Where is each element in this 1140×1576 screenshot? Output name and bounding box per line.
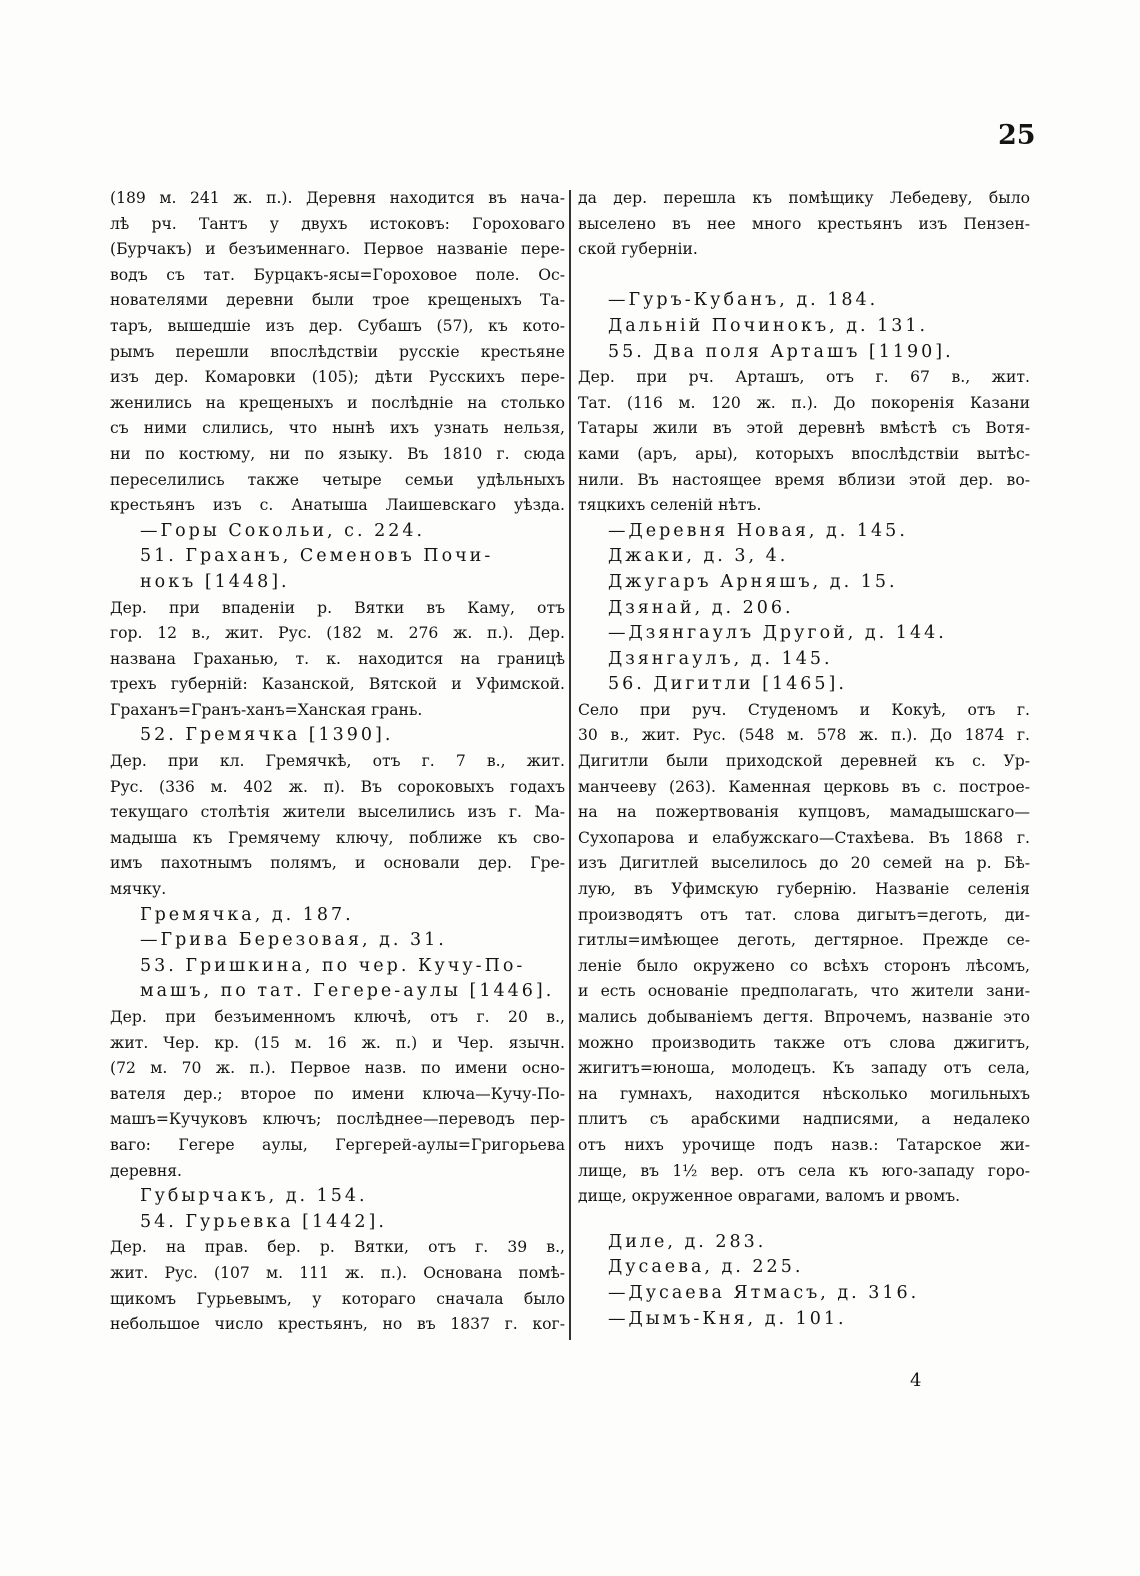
text-line: 30 в., жит. Рус. (548 м. 578 ж. п.). До 1874 г. [578, 726, 1030, 745]
text-line: лую, въ Уфимскую губернію. Названіе селенія [578, 880, 1030, 899]
text-line: (72 м. 70 ж. п.). Первое назв. по имени осно- [110, 1059, 565, 1078]
text-line: да дер. перешла къ помѣщику Лебедеву, было [578, 189, 1030, 207]
text-line: изъ дер. Комаровки (105); дѣти Русскихъ пере- [110, 368, 565, 387]
text-line [578, 263, 1030, 289]
text-line: и есть основаніе предполагать, что жители зани- [578, 982, 1030, 1001]
left-column [110, 186, 565, 1338]
text-line: дище, окруженное оврагами, валомъ и рвомъ. [578, 1187, 961, 1206]
text-line: трехъ губерній: Казанской, Вятской и Уфимской. [110, 675, 565, 694]
text-line: отъ нихъ урочище подъ назв.: Татарское жи- [578, 1135, 1030, 1154]
text-line: Дер. при впаденіи р. Вятки въ Каму, отъ [110, 598, 565, 617]
text-line: женились на крещеныхъ и послѣдніе на столько [110, 393, 565, 412]
text-line: небольшое число крестьянъ, но въ 1837 г. ког- [110, 1315, 565, 1334]
text-line: выселено въ нее много крестьянъ изъ Пензен- [578, 214, 1030, 233]
text-line: Дер. при безъименномъ ключѣ, отъ г. 20 в., [110, 1008, 565, 1026]
entry-heading: —Дусаева Ятмасъ, д. 316. [608, 1282, 920, 1303]
text-line: нователями деревни были трое крещеныхъ Та- [110, 291, 565, 310]
text-line: жит. Рус. (107 м. 111 ж. п.). Основана помѣ- [110, 1263, 565, 1282]
text-line: гор. 12 в., жит. Рус. (182 м. 276 ж. п.). Дер. [110, 624, 565, 643]
text-line: съ ними слились, что нынѣ ихъ узнать нельзя, [110, 419, 565, 438]
text-line: можно производить также отъ слова джигитъ, [578, 1033, 1030, 1052]
text-line: ской губерніи. [578, 240, 698, 259]
text-line: плитъ съ арабскими надписями, а недалеко [578, 1110, 1030, 1129]
text-line: мадыша къ Гремячему ключу, поближе къ сво- [110, 828, 565, 847]
entry-heading: 52. Гремячка [1390]. [140, 725, 394, 746]
text-line: переселились также четыре семьи удѣльныхъ [110, 470, 565, 489]
page-number: 25 [998, 120, 1036, 151]
text-line: деревня. [110, 1161, 183, 1180]
text-line: Дер. при кл. Гремячкѣ, отъ г. 7 в., жит. [110, 752, 565, 771]
entry-heading: —Горы Сокольи, с. 224. [140, 520, 426, 541]
text-line: на гумнахъ, находится нѣсколько могильныхъ [578, 1084, 1030, 1103]
text-line: жит. Чер. кр. (15 м. 16 ж. п.) и Чер. язычн. [110, 1033, 565, 1052]
text-line: производятъ отъ тат. слова дигытъ=деготь, ди- [578, 905, 1030, 924]
text-line: щикомъ Гурьевымъ, у котораго сначала было [110, 1289, 565, 1308]
text-line: ками (аръ, ары), которыхъ впослѣдствіи вытѣс- [578, 444, 1030, 463]
entry-heading: 51. Граханъ, Семеновъ Почи- [140, 546, 494, 567]
text-line: жигитъ=юноша, молодецъ. Къ западу отъ села, [578, 1059, 1030, 1078]
text-line: таръ, вышедшіе изъ дер. Субашъ (57), къ кото- [110, 316, 565, 335]
entry-heading: —Дзянгаулъ Другой, д. 144. [608, 623, 947, 644]
entry-heading: Дальній Починокъ, д. 131. [608, 315, 929, 336]
entry-heading: 53. Гришкина, по чер. Кучу-По- [140, 955, 526, 976]
text-line: леніе было окружено со всѣхъ сторонъ лѣсомъ, [578, 956, 1030, 975]
text-line: Сухопарова и елабужскаго—Стахѣева. Въ 1868 г. [578, 828, 1030, 847]
text-line: вателя дер.; второе по имени ключа—Кучу-По- [110, 1084, 565, 1103]
text-line: Рус. (336 м. 402 ж. п). Въ сороковыхъ годахъ [110, 777, 565, 796]
text-line: тяцкихъ селеній нѣтъ. [578, 496, 762, 515]
entry-heading: Дзянгаулъ, д. 145. [608, 648, 833, 669]
text-line: водъ съ тат. Бурцакъ-ясы=Гороховое поле. Ос- [110, 265, 565, 284]
text-line: (189 м. 241 ж. п.). Деревня находится въ нача- [110, 189, 565, 207]
entry-heading: 54. Гурьевка [1442]. [140, 1211, 387, 1232]
entry-heading: —Гуръ-Кубанъ, д. 184. [608, 290, 879, 311]
text-line: Татары жили въ этой деревнѣ вмѣстѣ съ Вотя- [578, 419, 1030, 438]
text-line: лѣ рч. Тантъ у двухъ истоковъ: Гороховаго [110, 214, 565, 233]
signature-mark: 4 [910, 1370, 922, 1391]
text-line: Дер. при рч. Арташъ, отъ г. 67 в., жит. [578, 368, 1030, 387]
entry-heading: —Деревня Новая, д. 145. [608, 520, 908, 541]
text-line: крестьянъ изъ с. Анатыша Лаишевскаго уѣзда. [110, 496, 565, 515]
text-line: манчееву (263). Каменная церковь въ с. построе- [578, 777, 1030, 796]
text-line: гитлы=имѣющее деготь, дегтярное. Прежде се- [578, 931, 1030, 950]
entry-heading: Дусаева, д. 225. [608, 1257, 804, 1278]
text-line: мячку. [110, 880, 167, 899]
entry-heading: Джаки, д. 3, 4. [608, 546, 789, 567]
text-line: Граханъ=Гранъ-ханъ=Ханская грань. [110, 700, 423, 719]
entry-heading: Губырчакъ, д. 154. [140, 1186, 368, 1207]
right-column [578, 186, 1030, 1332]
entry-heading: нокъ [1448]. [140, 571, 290, 592]
entry-heading: —Дымъ-Кня, д. 101. [608, 1308, 847, 1329]
entry-heading: Диле, д. 283. [608, 1231, 767, 1252]
text-line: лище, въ 1½ вер. отъ села къ юго-западу горо- [578, 1161, 1030, 1180]
text-line: ваго: Гегере аулы, Гергерей-аулы=Григорьева [110, 1135, 565, 1154]
entry-heading: машъ, по тат. Гегере-аулы [1446]. [140, 981, 555, 1002]
text-line: рымъ перешли впослѣдствіи русскіе крестьяне [110, 342, 565, 361]
text-line: имъ пахотнымъ полямъ, и основали дер. Гре- [110, 854, 565, 873]
text-line: названа Граханью, т. к. находится на границѣ [110, 649, 565, 668]
text-line: на на пожертвованія купцовъ, мамадышскаго— [578, 803, 1030, 822]
text-line: текущаго столѣтія жители выселились изъ г. Ма- [110, 803, 565, 822]
text-line: (Бурчакъ) и безъименнаго. Первое названіе пере- [110, 240, 565, 259]
text-line: Село при руч. Студеномъ и Кокуѣ, отъ г. [578, 700, 1030, 719]
column-divider [569, 190, 571, 1340]
spacer [578, 1210, 1030, 1230]
text-line: машъ=Кучуковъ ключъ; послѣднее—переводъ пер- [110, 1110, 565, 1129]
entry-heading: —Грива Березовая, д. 31. [140, 930, 447, 951]
entry-heading: Гремячка, д. 187. [140, 904, 354, 925]
text-line: Дер. на прав. бер. р. Вятки, отъ г. 39 в., [110, 1238, 565, 1257]
text-line: Тат. (116 м. 120 ж. п.). До покоренія Казани [578, 393, 1030, 412]
text-line: Дигитли были приходской деревней къ с. Ур- [578, 752, 1030, 771]
text-line: нили. Въ настоящее время вблизи этой дер. во- [578, 470, 1030, 489]
entry-heading: Джугаръ Арняшъ, д. 15. [608, 571, 898, 592]
text-line: ни по костюму, ни по языку. Въ 1810 г. сюда [110, 444, 565, 463]
text-line: мались добываніемъ дегтя. Впрочемъ, названіе это [578, 1008, 1030, 1026]
entry-heading: 56. Дигитли [1465]. [608, 674, 847, 695]
entry-heading: Дзянай, д. 206. [608, 597, 794, 618]
entry-heading: 55. Два поля Арташъ [1190]. [608, 341, 954, 362]
text-line: изъ Дигитлей выселилось до 20 семей на р. Бѣ- [578, 854, 1030, 873]
